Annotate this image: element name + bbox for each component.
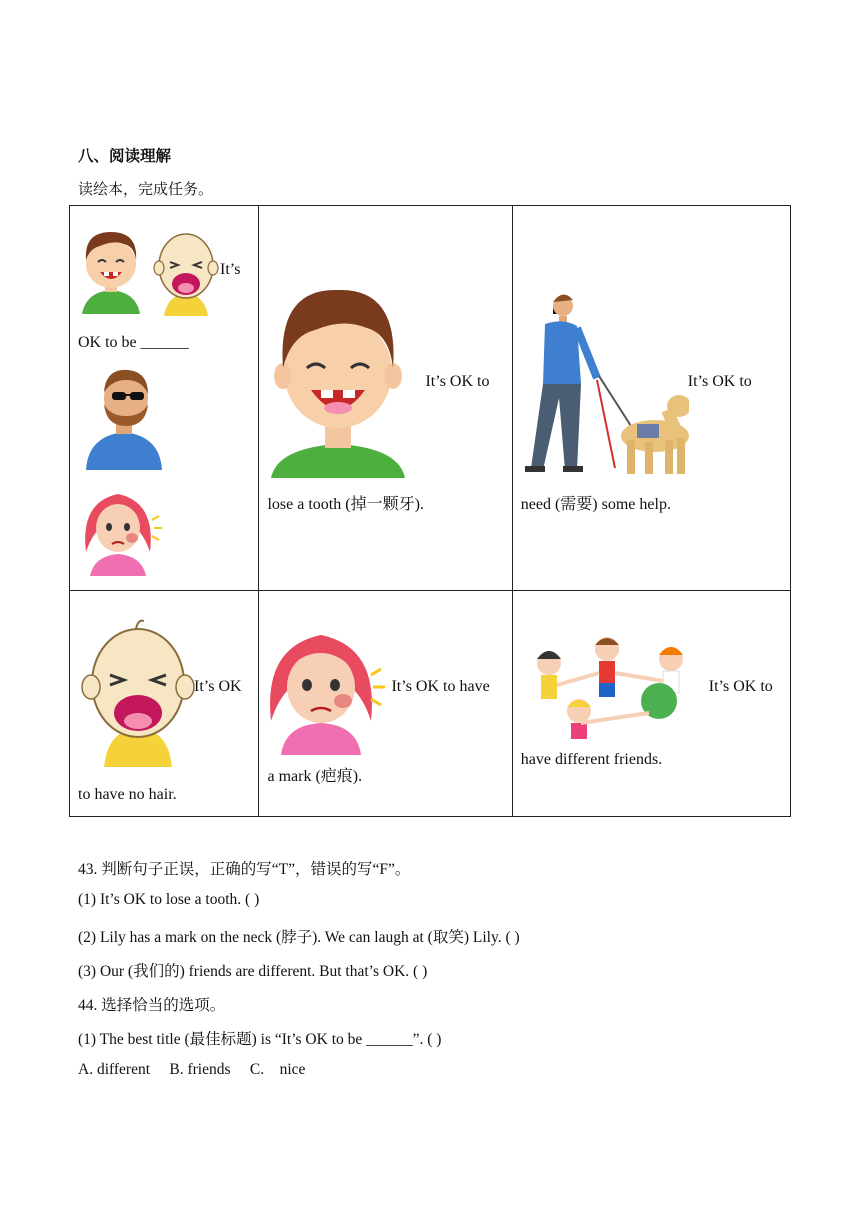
panel-4 xyxy=(70,591,259,817)
question-44-title: 44. 选择恰当的选项。 xyxy=(78,997,226,1014)
boy-face-illustration xyxy=(78,226,144,314)
question-43-item-3: (3) Our (我们的) friends are different. But that’s OK. ( ) xyxy=(78,963,428,980)
bald-kid-illustration xyxy=(152,224,220,316)
question-44-item-1: (1) The best title (最佳标题) is “It’s OK to be ______”. ( ) xyxy=(78,1031,442,1048)
panel-3-text-b: need (需要) some help. xyxy=(520,496,671,513)
panel-4-text-b: to have no hair. xyxy=(78,786,177,803)
children-circle-illustration xyxy=(519,633,709,741)
panel-6-text-a: It’s OK to xyxy=(708,678,773,695)
panel-1-text-a: It’s xyxy=(220,261,241,278)
question-43-item-1: (1) It’s OK to lose a tooth. ( ) xyxy=(78,891,260,908)
panel-4-text-a: It’s OK xyxy=(194,678,242,695)
panel-1-text-b: OK to be ______ xyxy=(78,334,189,351)
question-44-options: A. different B. friends C. nice xyxy=(78,1061,306,1078)
panel-5-text-b: a mark (疤痕). xyxy=(267,768,363,785)
question-43-title: 43. 判断句子正误，正确的写“T”，错误的写“F”。 xyxy=(78,861,411,878)
section-instruction: 读绘本，完成任务。 xyxy=(78,180,214,198)
panel-5 xyxy=(259,591,512,817)
girl-with-mark-large-illustration xyxy=(265,621,389,755)
bald-kid-large-illustration xyxy=(80,611,196,767)
section-heading: 八、阅读理解 xyxy=(78,147,172,165)
panel-5-text-a: It’s OK to have xyxy=(391,678,490,695)
panel-2 xyxy=(259,206,512,591)
panel-3-text-a: It’s OK to xyxy=(687,373,752,390)
panel-2-text-a: It’s OK to xyxy=(425,373,490,390)
panel-1 xyxy=(70,206,259,591)
picture-book-table xyxy=(69,205,791,817)
panel-3 xyxy=(512,206,790,591)
panel-6-text-b: have different friends. xyxy=(520,751,663,768)
panel-2-text-b: lose a tooth (掉一颗牙). xyxy=(267,496,424,513)
girl-with-mark-illustration xyxy=(80,482,162,576)
boy-missing-tooth-illustration xyxy=(271,288,405,478)
question-43-item-2: (2) Lily has a mark on the neck (脖子). We can laugh at (取笑) Lily. ( ) xyxy=(78,929,520,946)
panel-6 xyxy=(512,591,790,817)
man-sunglasses-illustration xyxy=(84,364,164,470)
blind-man-guide-dog-illustration xyxy=(519,288,689,478)
